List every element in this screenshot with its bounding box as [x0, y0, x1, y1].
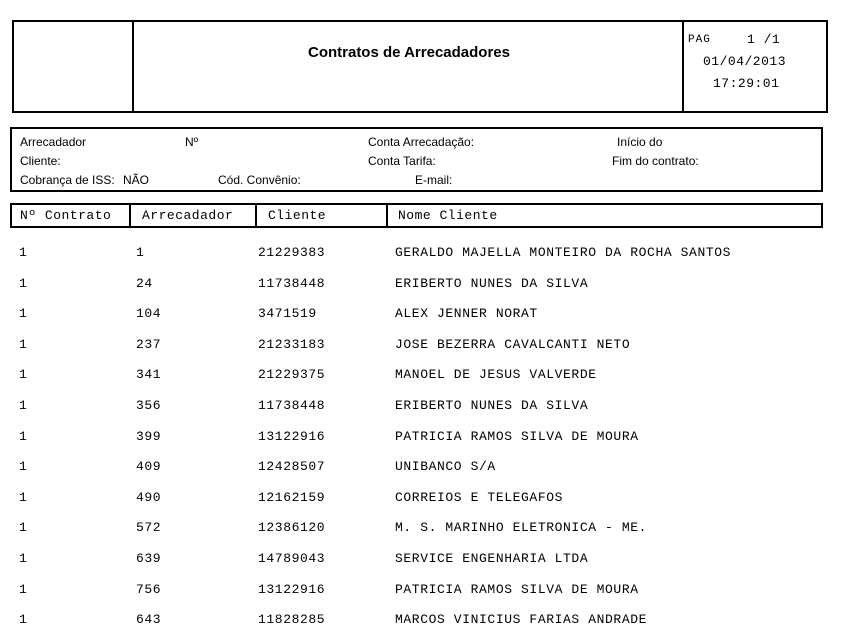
cell-arrecadador: 356	[136, 397, 162, 413]
table-row	[0, 429, 865, 460]
cell-cliente: 3471519	[258, 306, 317, 322]
filter-arrecadador-label: Arrecadador	[20, 135, 87, 149]
cell-num-contrato: 1	[19, 489, 28, 505]
table-row	[0, 398, 865, 429]
cell-num-contrato: 1	[19, 520, 28, 536]
cell-nome-cliente: PATRICIA RAMOS SILVA DE MOURA	[395, 581, 639, 597]
cell-nome-cliente: ERIBERTO NUNES DA SILVA	[395, 275, 589, 291]
cell-num-contrato: 1	[19, 459, 28, 475]
cell-arrecadador: 490	[136, 489, 162, 505]
filter-cod-convenio-label: Cód. Convênio:	[218, 173, 301, 187]
filter-conta-arrecadacao-label: Conta Arrecadação:	[368, 135, 475, 149]
filter-conta-tarifa-label: Conta Tarifa:	[368, 154, 436, 168]
cell-cliente: 11738448	[258, 275, 326, 291]
cell-arrecadador: 399	[136, 428, 162, 444]
cell-num-contrato: 1	[19, 367, 28, 383]
cell-arrecadador: 572	[136, 520, 162, 536]
cell-nome-cliente: UNIBANCO S/A	[395, 459, 496, 475]
filter-numero-label: Nº	[185, 135, 199, 149]
table-body	[0, 245, 865, 643]
cell-arrecadador: 409	[136, 459, 162, 475]
column-header-arrecadador: Arrecadador	[142, 208, 234, 223]
column-header-nome-cliente: Nome Cliente	[398, 208, 498, 223]
cell-arrecadador: 24	[136, 275, 153, 291]
cell-nome-cliente: MARCOS VINICIUS FARIAS ANDRADE	[395, 612, 648, 628]
cell-cliente: 13122916	[258, 581, 326, 597]
cell-nome-cliente: M. S. MARINHO ELETRONICA - ME.	[395, 520, 648, 536]
filter-fim-contrato-label: Fim do contrato:	[612, 154, 699, 168]
cell-cliente: 11828285	[258, 612, 326, 628]
cell-arrecadador: 756	[136, 581, 162, 597]
cell-cliente: 12162159	[258, 489, 326, 505]
cell-num-contrato: 1	[19, 397, 28, 413]
cell-nome-cliente: GERALDO MAJELLA MONTEIRO DA ROCHA SANTOS	[395, 245, 732, 260]
table-row	[0, 490, 865, 521]
cell-nome-cliente: MANOEL DE JESUS VALVERDE	[395, 367, 597, 383]
cell-nome-cliente: ALEX JENNER NORAT	[395, 306, 538, 322]
cell-arrecadador: 639	[136, 550, 162, 566]
cell-cliente: 14789043	[258, 550, 326, 566]
cell-num-contrato: 1	[19, 336, 28, 352]
header-divider	[682, 22, 684, 111]
column-header-cliente: Cliente	[268, 208, 327, 223]
cell-num-contrato: 1	[19, 306, 28, 322]
page-title: Contratos de Arrecadadores	[307, 44, 510, 61]
cell-arrecadador: 1	[136, 245, 145, 260]
cell-nome-cliente: SERVICE ENGENHARIA LTDA	[395, 550, 589, 566]
page-number-value: 1 /1	[747, 32, 781, 47]
column-divider	[255, 205, 257, 226]
filter-email-label: E-mail:	[415, 173, 453, 187]
cell-cliente: 12428507	[258, 459, 326, 475]
cell-arrecadador: 237	[136, 336, 162, 352]
table-row	[0, 337, 865, 368]
column-divider	[386, 205, 388, 226]
cell-num-contrato: 1	[19, 275, 28, 291]
filter-cobranca-iss-label: Cobrança de ISS:	[20, 173, 115, 187]
cell-cliente: 12386120	[258, 520, 326, 536]
cell-arrecadador: 643	[136, 612, 162, 628]
table-row	[0, 520, 865, 551]
cell-num-contrato: 1	[19, 428, 28, 444]
filter-cobranca-iss-value: NÃO	[123, 173, 150, 187]
page-number-label: PAG	[688, 34, 711, 46]
cell-cliente: 21229383	[258, 245, 326, 260]
cell-nome-cliente: CORREIOS E TELEGAFOS	[395, 489, 564, 505]
table-row	[0, 245, 865, 276]
filter-cliente-label: Cliente:	[20, 154, 61, 168]
header-divider	[132, 22, 134, 111]
cell-cliente: 21229375	[258, 367, 326, 383]
cell-cliente: 13122916	[258, 428, 326, 444]
table-row	[0, 276, 865, 307]
column-divider	[129, 205, 131, 226]
cell-nome-cliente: PATRICIA RAMOS SILVA DE MOURA	[395, 428, 639, 444]
cell-cliente: 21233183	[258, 336, 326, 352]
table-row	[0, 551, 865, 582]
cell-arrecadador: 341	[136, 367, 162, 383]
table-row	[0, 582, 865, 613]
cell-cliente: 11738448	[258, 397, 326, 413]
cell-num-contrato: 1	[19, 550, 28, 566]
filter-inicio-label: Início do	[617, 135, 663, 149]
cell-num-contrato: 1	[19, 245, 28, 260]
report-time: 17:29:01	[713, 76, 780, 91]
report-header	[12, 20, 828, 113]
cell-nome-cliente: ERIBERTO NUNES DA SILVA	[395, 397, 589, 413]
column-header-num-contrato: Nº Contrato	[20, 208, 112, 223]
cell-arrecadador: 104	[136, 306, 162, 322]
table-row	[0, 612, 865, 643]
cell-num-contrato: 1	[19, 581, 28, 597]
cell-nome-cliente: JOSE BEZERRA CAVALCANTI NETO	[395, 336, 631, 352]
report-date: 01/04/2013	[703, 54, 787, 69]
table-row	[0, 459, 865, 490]
cell-num-contrato: 1	[19, 612, 28, 628]
table-row	[0, 306, 865, 337]
table-row	[0, 367, 865, 398]
